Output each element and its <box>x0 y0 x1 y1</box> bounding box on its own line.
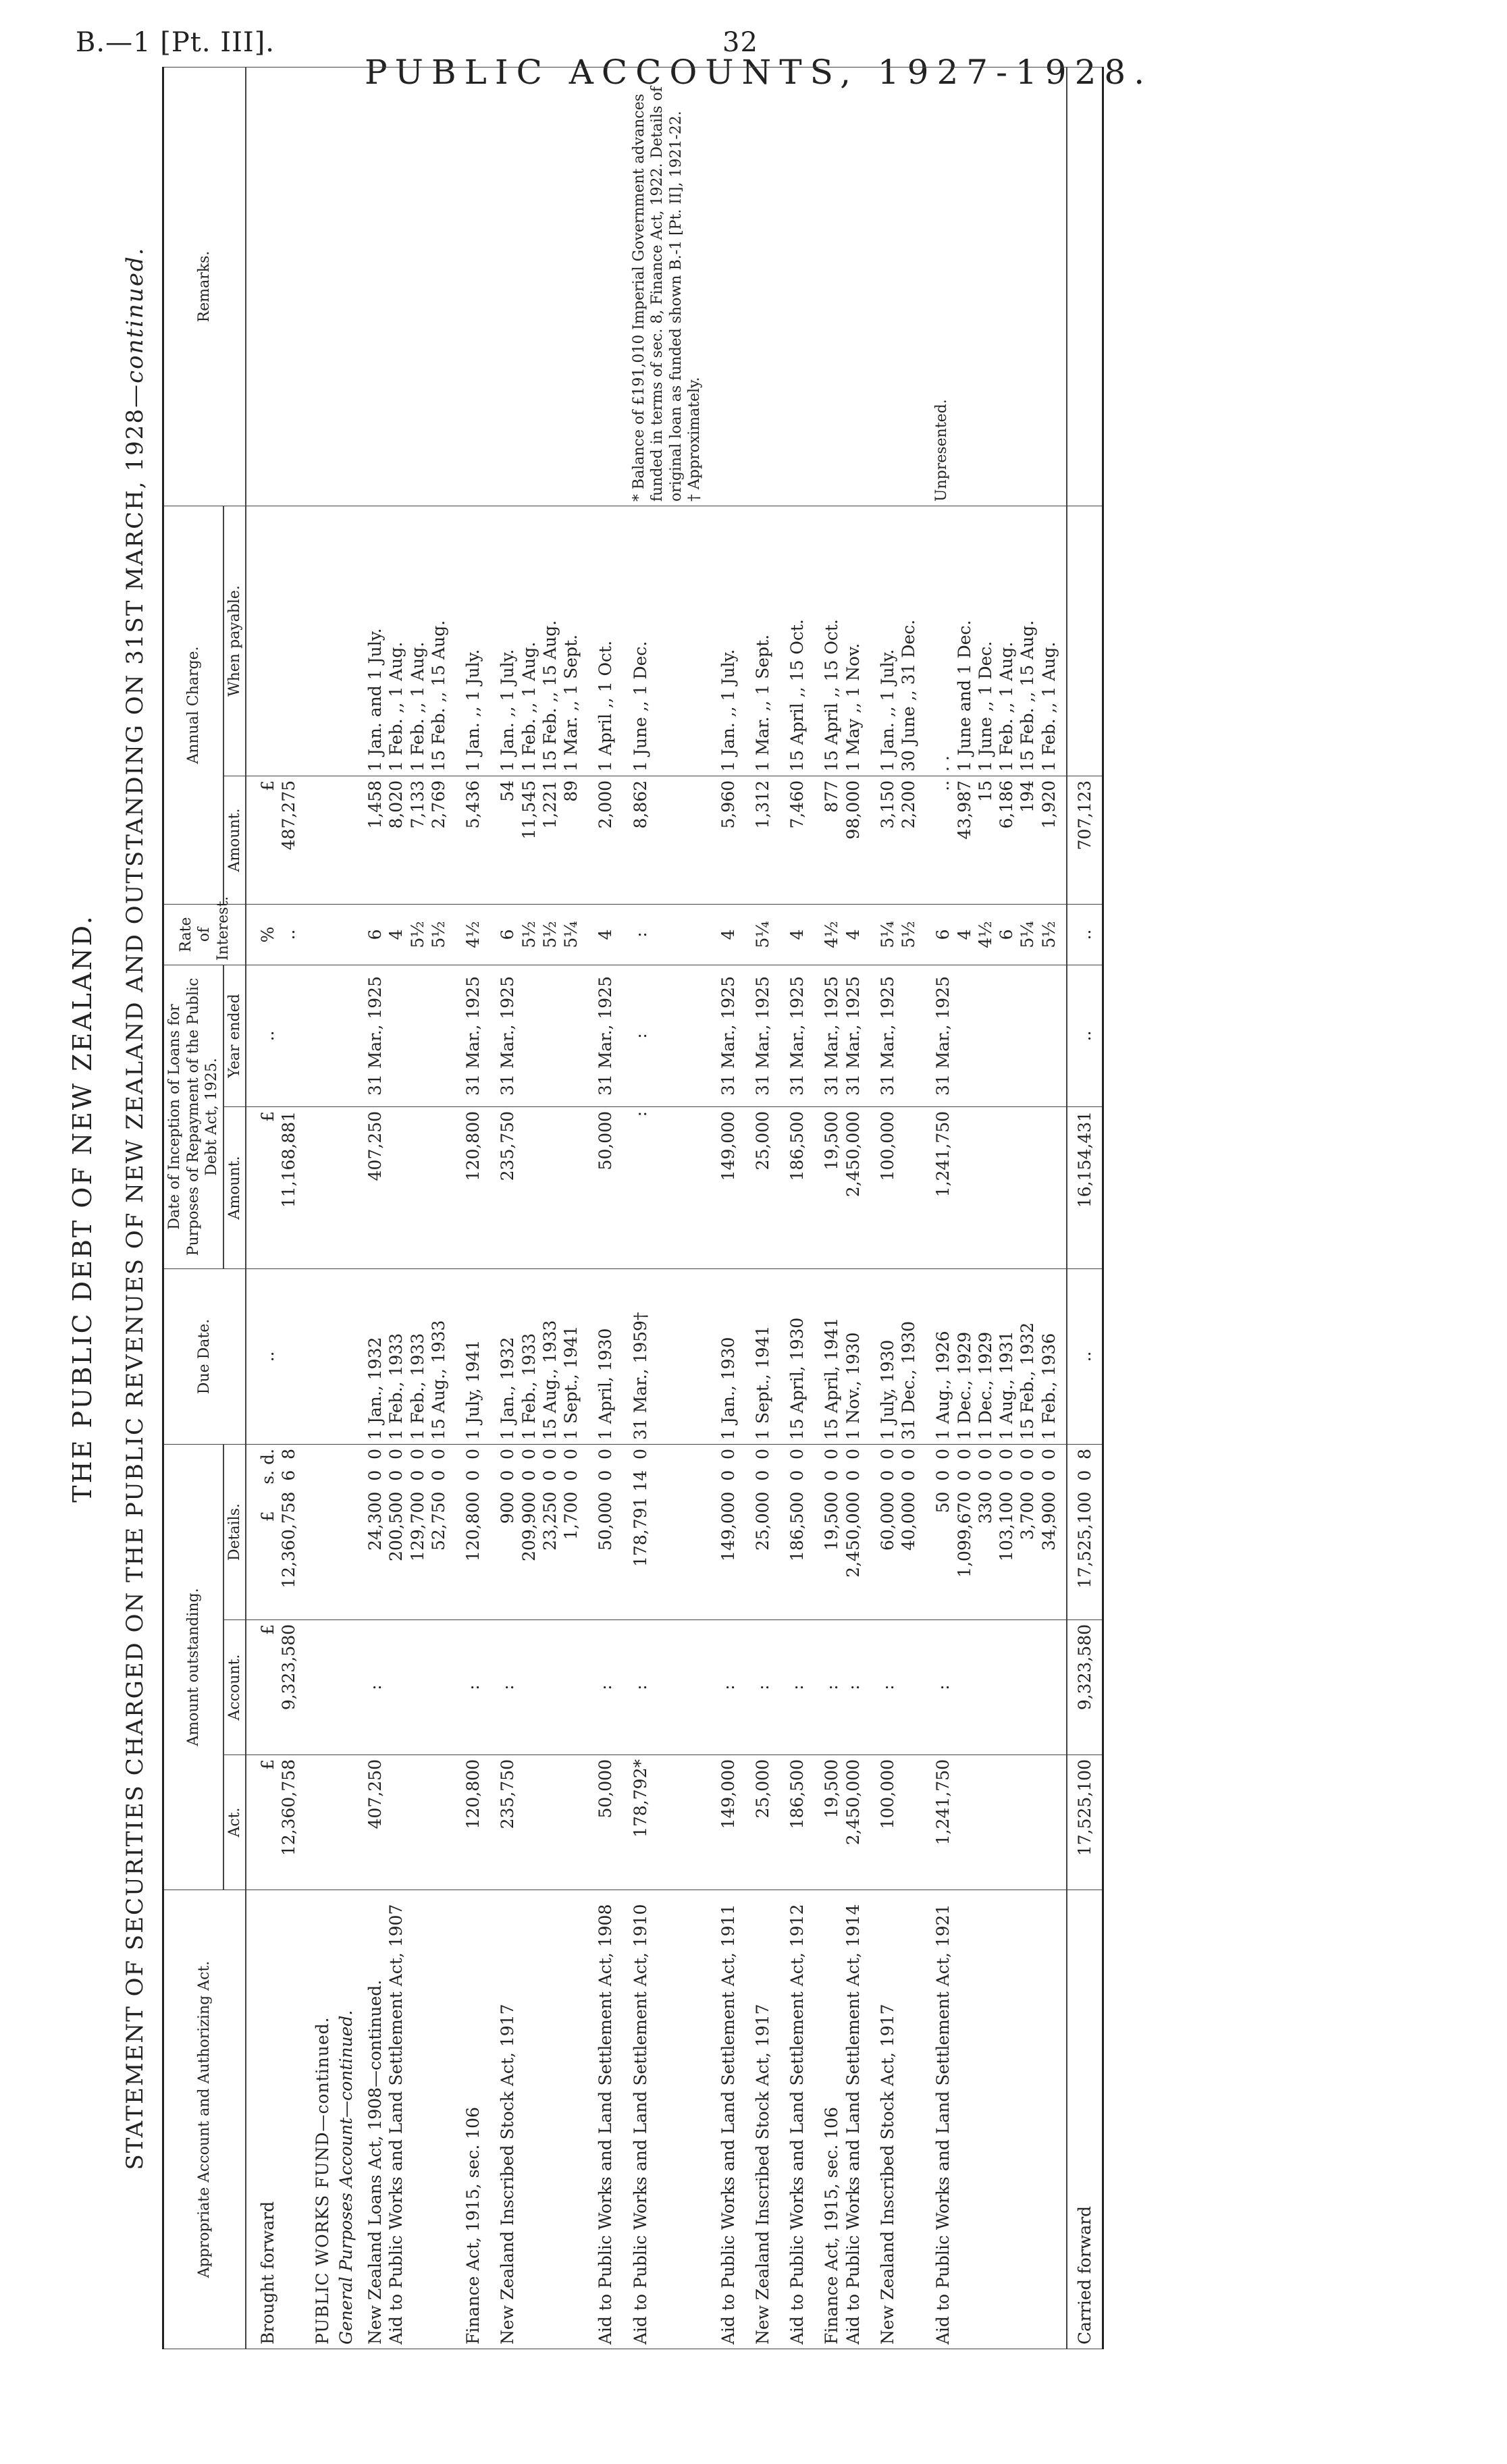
inception-year-cell: 31 Mar., 1925 <box>870 965 926 1106</box>
due-date-cell: 1 July, 1941 <box>456 1268 490 1444</box>
inception-year-cell: 31 Mar., 1925 <box>490 965 588 1106</box>
bf-account <box>246 1620 311 1755</box>
act-cell: 186,500 <box>780 1755 814 1890</box>
authority-cell: Aid to Public Works and Land Settlement Act, 1921 <box>926 1890 1067 2349</box>
annual-amount-cell: 3,150 2,200 <box>870 776 926 904</box>
when-payable-cell: 1 April ,, 1 Oct. <box>588 506 623 776</box>
details-cell: 50 0 0 1,099,670 0 0 330 0 0 103,100 0 0 3,700 0 0 34,900 0 0 <box>926 1444 1067 1619</box>
authority-cell: New Zealand Inscribed Stock Act, 1917 <box>745 1890 780 2349</box>
table-row <box>711 67 745 2349</box>
details-cell: 60,000 0 0 40,000 0 0 <box>870 1444 926 1619</box>
account-cell: : <box>358 1620 456 1755</box>
inception-year-cell: 31 Mar., 1925 <box>358 965 456 1106</box>
bf-rate-unit: % <box>258 926 277 943</box>
act-cell: 19,500 2,450,000 <box>814 1755 870 1890</box>
cf-details: 17,525,100 0 8 <box>1067 1444 1103 1619</box>
bf-account-value: 9,323,580 <box>279 1624 299 1711</box>
details-cell: 120,800 0 0 <box>456 1444 490 1619</box>
rate-cell: 5¼ 5½ <box>870 904 926 965</box>
inception-year-cell: 31 Mar., 1925 <box>711 965 745 1106</box>
col-inception-amount: Amount. <box>223 1106 246 1268</box>
col-when-payable: When payable. <box>223 506 246 776</box>
authority-cell: New Zealand Loans Act, 1908—continued. Aid to Public Works and Land Settlement Act, 1907 <box>358 1890 456 2349</box>
when-payable-cell: 15 April ,, 15 Oct. <box>780 506 814 776</box>
rate-cell: 6 4 4½ 6 5¼ 5½ <box>926 904 1067 965</box>
inception-amount-cell: 149,000 <box>711 1106 745 1268</box>
account-cell: : <box>711 1620 745 1755</box>
rate-cell: 6 4 5½ 5½ <box>358 904 456 965</box>
brought-forward-label: Brought forward <box>246 1890 311 2349</box>
account-cell: : <box>623 1620 711 1755</box>
when-payable-cell: . . 1 June and 1 Dec. 1 June ,, 1 Dec. 1 Feb. ,, 1 Aug. 15 Feb. ,, 15 Aug. 1 Feb. ,, 1 Aug. <box>926 506 1067 776</box>
table-row <box>358 67 456 2349</box>
account-cell: : <box>490 1620 588 1755</box>
details-cell: 178,791 14 0 <box>623 1444 711 1619</box>
rate-cell: 4 <box>588 904 623 965</box>
subheading-suffix: —continued. <box>122 246 149 408</box>
remarks-cell: * Balance of £191,010 Imperial Government advances funded in terms of sec. 8, Finance Act, 1922. Details of original loan as funded shown B.-1 [Pt. II], 1921-22. † Approximately. <box>623 67 711 506</box>
table-row <box>456 67 490 2349</box>
account-cell: : <box>926 1620 1067 1755</box>
authority-cell: Aid to Public Works and Land Settlement Act, 1908 <box>588 1890 623 2349</box>
col-authority: Appropriate Account and Authorizing Act. <box>163 1890 246 2349</box>
due-date-cell: 1 Aug., 1926 1 Dec., 1929 1 Dec., 1929 1 Aug., 1931 15 Feb., 1932 1 Feb., 1936 <box>926 1268 1067 1444</box>
due-date-cell: 1 Sept., 1941 <box>745 1268 780 1444</box>
remarks-cell <box>588 67 623 506</box>
when-payable-cell: 1 Jan. ,, 1 July. 1 Feb. ,, 1 Aug. 15 Feb. ,, 15 Aug. 1 Mar. ,, 1 Sept. <box>490 506 588 776</box>
table-row <box>870 67 926 2349</box>
when-payable-cell: 1 June ,, 1 Dec. <box>623 506 711 776</box>
table-row <box>814 67 870 2349</box>
inception-year-cell: : <box>623 965 711 1106</box>
due-date-cell: 15 April, 1941 1 Nov., 1930 <box>814 1268 870 1444</box>
rate-cell: 4½ <box>456 904 490 965</box>
col-rate: Rate of Interest. <box>163 904 246 965</box>
due-date-cell: 1 Jan., 1930 <box>711 1268 745 1444</box>
col-amount-outstanding: Amount outstanding. <box>163 1444 223 1890</box>
details-cell: 900 0 0 209,900 0 0 23,250 0 0 1,700 0 0 <box>490 1444 588 1619</box>
account-cell: : <box>456 1620 490 1755</box>
details-cell: 24,300 0 0 200,500 0 0 129,700 0 0 52,750 0 0 <box>358 1444 456 1619</box>
fund-heading-row <box>311 67 334 2349</box>
annual-amount-cell: 5,436 <box>456 776 490 904</box>
inception-amount-cell: 100,000 <box>870 1106 926 1268</box>
bf-inc-amount <box>246 1106 311 1268</box>
subheading-main: STATEMENT OF SECURITIES CHARGED ON THE PUBLIC REVENUES OF NEW ZEALAND AND OUTSTANDING ON 31ST MARCH, 1928 <box>122 407 149 2170</box>
inception-amount-cell: 407,250 <box>358 1106 456 1268</box>
page-title: PUBLIC ACCOUNTS, 1927-1928. <box>365 53 1153 92</box>
remarks-cell: Unpresented. <box>926 67 1067 506</box>
inception-amount-cell: 19,500 2,450,000 <box>814 1106 870 1268</box>
when-payable-cell: 15 April ,, 15 Oct. 1 May ,, 1 Nov. <box>814 506 870 776</box>
details-cell: 50,000 0 0 <box>588 1444 623 1619</box>
remarks-cell <box>870 67 926 506</box>
bf-account-unit: £ <box>258 1624 277 1635</box>
inception-amount-cell: 120,800 <box>456 1106 490 1268</box>
bf-inc-year: .. <box>246 965 311 1106</box>
col-act: Act. <box>223 1755 246 1890</box>
bf-payable <box>246 506 311 776</box>
details-cell: 149,000 0 0 <box>711 1444 745 1619</box>
act-cell: 407,250 <box>358 1755 456 1890</box>
account-cell: : : <box>814 1620 870 1755</box>
bf-act <box>246 1755 311 1890</box>
table-row <box>780 67 814 2349</box>
due-date-cell: 31 Mar., 1959† <box>623 1268 711 1444</box>
account-cell: : <box>745 1620 780 1755</box>
inception-amount-cell: : <box>623 1106 711 1268</box>
when-payable-cell: 1 Jan. ,, 1 July. <box>711 506 745 776</box>
act-cell: 149,000 <box>711 1755 745 1890</box>
annual-amount-cell: 877 98,000 <box>814 776 870 904</box>
when-payable-cell: 1 Mar. ,, 1 Sept. <box>745 506 780 776</box>
bf-act-unit: £ <box>258 1759 277 1770</box>
inception-amount-cell: 25,000 <box>745 1106 780 1268</box>
bf-rate <box>246 904 311 965</box>
due-date-cell: 1 July, 1930 31 Dec., 1930 <box>870 1268 926 1444</box>
bf-details-unit: £ s. d. <box>258 1448 277 1522</box>
fund-heading: PUBLIC WORKS FUND—continued. <box>311 1890 334 2349</box>
bf-act-value: 12,360,758 <box>279 1759 299 1856</box>
cf-act: 17,525,100 <box>1067 1755 1103 1890</box>
col-remarks: Remarks. <box>163 67 246 506</box>
inception-year-cell: 31 Mar., 1925 <box>745 965 780 1106</box>
annual-amount-cell: .. 43,987 15 6,186 194 1,920 <box>926 776 1067 904</box>
act-cell: 25,000 <box>745 1755 780 1890</box>
when-payable-cell: 1 Jan. ,, 1 July. <box>456 506 490 776</box>
document-subheading <box>122 68 155 2349</box>
rate-cell: 6 5½ 5½ 5¼ <box>490 904 588 965</box>
col-inception-year: Year ended <box>223 965 246 1106</box>
table-row <box>588 67 623 2349</box>
inception-amount-cell: 50,000 <box>588 1106 623 1268</box>
bf-remarks <box>246 67 311 506</box>
annual-amount-cell: 1,458 8,020 7,133 2,769 <box>358 776 456 904</box>
inception-amount-cell: 235,750 <box>490 1106 588 1268</box>
details-cell: 186,500 0 0 <box>780 1444 814 1619</box>
col-due-date: Due Date. <box>163 1268 246 1444</box>
table-row <box>490 67 588 2349</box>
table-row <box>926 67 1067 2349</box>
rate-cell: 4½ 4 <box>814 904 870 965</box>
document-heading: THE PUBLIC DEBT OF NEW ZEALAND. <box>68 914 97 1503</box>
remarks-cell <box>456 67 490 506</box>
when-payable-cell: 1 Jan. ,, 1 July. 30 June ,, 31 Dec. <box>870 506 926 776</box>
due-date-cell: 1 Jan., 1932 1 Feb., 1933 15 Aug., 1933 1 Sept., 1941 <box>490 1268 588 1444</box>
account-cell: : <box>588 1620 623 1755</box>
col-annual-amount: Amount. <box>223 776 246 904</box>
rate-cell: 4 <box>780 904 814 965</box>
inception-year-cell: 31 Mar., 1925 <box>926 965 1067 1106</box>
annual-amount-cell: 54 11,545 1,221 89 <box>490 776 588 904</box>
inception-amount-cell: 1,241,750 <box>926 1106 1067 1268</box>
carried-forward-label: Carried forward <box>1067 1890 1103 2349</box>
cf-rate: .. <box>1067 904 1103 965</box>
bf-charge-unit: £ <box>258 780 277 791</box>
bf-details-value: 12,360,758 6 8 <box>279 1448 299 1588</box>
remarks-cell <box>358 67 456 506</box>
due-date-cell: 1 April, 1930 <box>588 1268 623 1444</box>
cf-charge: 707,123 <box>1067 776 1103 904</box>
col-inception: Date of Inception of Loans for Purposes of Repayment of the Public Debt Act, 1925. <box>163 965 223 1268</box>
inception-year-cell: 31 Mar., 1925 <box>780 965 814 1106</box>
due-date-cell: 15 April, 1930 <box>780 1268 814 1444</box>
bf-charge-value: 487,275 <box>279 780 299 851</box>
remarks-cell <box>780 67 814 506</box>
bf-due: .. <box>246 1268 311 1444</box>
section-heading: General Purposes Account—continued. <box>334 1890 358 2349</box>
annual-amount-cell: 8,862 <box>623 776 711 904</box>
rate-cell: : <box>623 904 711 965</box>
authority-cell: Finance Act, 1915, sec. 106 <box>456 1890 490 2349</box>
inception-year-cell: 31 Mar., 1925 31 Mar., 1925 <box>814 965 870 1106</box>
remarks-cell <box>711 67 745 506</box>
cf-account: 9,323,580 <box>1067 1620 1103 1755</box>
details-cell: 25,000 0 0 <box>745 1444 780 1619</box>
due-date-cell: 1 Jan., 1932 1 Feb., 1933 1 Feb., 1933 15 Aug., 1933 <box>358 1268 456 1444</box>
cf-remarks <box>1067 67 1103 506</box>
bf-rate-value: .. <box>279 929 299 940</box>
bf-charge <box>246 776 311 904</box>
bf-details <box>246 1444 311 1619</box>
act-cell: 120,800 <box>456 1755 490 1890</box>
authority-cell: Aid to Public Works and Land Settlement Act, 1912 <box>780 1890 814 2349</box>
authority-cell: Aid to Public Works and Land Settlement Act, 1911 <box>711 1890 745 2349</box>
annual-amount-cell: 1,312 <box>745 776 780 904</box>
account-cell: : <box>780 1620 814 1755</box>
table-row <box>745 67 780 2349</box>
bf-inc-unit: £ <box>258 1110 277 1122</box>
page-reference: B.—1 [Pt. III]. <box>76 27 275 58</box>
act-cell: 100,000 <box>870 1755 926 1890</box>
rate-cell: 5¼ <box>745 904 780 965</box>
inception-year-cell: 31 Mar., 1925 <box>456 965 490 1106</box>
remarks-cell <box>745 67 780 506</box>
details-cell: 19,500 0 0 2,450,000 0 0 <box>814 1444 870 1619</box>
inception-amount-cell: 186,500 <box>780 1106 814 1268</box>
annual-amount-cell: 5,960 <box>711 776 745 904</box>
remarks-cell <box>814 67 870 506</box>
col-account: Account. <box>223 1620 246 1755</box>
act-cell: 1,241,750 <box>926 1755 1067 1890</box>
act-cell: 178,792* <box>623 1755 711 1890</box>
annual-amount-cell: 2,000 <box>588 776 623 904</box>
authority-cell: Aid to Public Works and Land Settlement Act, 1910 <box>623 1890 711 2349</box>
authority-cell: New Zealand Inscribed Stock Act, 1917 <box>870 1890 926 2349</box>
cf-inc-amount: 16,154,431 <box>1067 1106 1103 1268</box>
act-cell: 235,750 <box>490 1755 588 1890</box>
col-details: Details. <box>223 1444 246 1619</box>
authority-cell: New Zealand Inscribed Stock Act, 1917 <box>490 1890 588 2349</box>
cf-payable <box>1067 506 1103 776</box>
authority-cell: Finance Act, 1915, sec. 106 Aid to Public Works and Land Settlement Act, 1914 <box>814 1890 870 2349</box>
remarks-cell <box>490 67 588 506</box>
account-cell: : <box>870 1620 926 1755</box>
brought-forward-row <box>246 67 311 2349</box>
act-cell: 50,000 <box>588 1755 623 1890</box>
securities-table <box>162 67 1104 2349</box>
inception-year-cell: 31 Mar., 1925 <box>588 965 623 1106</box>
cf-inc-year: .. <box>1067 965 1103 1106</box>
carried-forward-row <box>1067 67 1103 2349</box>
when-payable-cell: 1 Jan. and 1 July. 1 Feb. ,, 1 Aug. 1 Feb. ,, 1 Aug. 15 Feb. ,, 15 Aug. <box>358 506 456 776</box>
cf-due: .. <box>1067 1268 1103 1444</box>
bf-inc-value: 11,168,881 <box>279 1110 299 1208</box>
page-number: 32 <box>722 27 758 58</box>
annual-amount-cell: 7,460 <box>780 776 814 904</box>
rate-cell: 4 <box>711 904 745 965</box>
col-annual-charge: Annual Charge. <box>163 506 223 904</box>
table-row <box>623 67 711 2349</box>
rotated-page-content <box>68 68 1391 2349</box>
section-heading-row <box>334 67 358 2349</box>
